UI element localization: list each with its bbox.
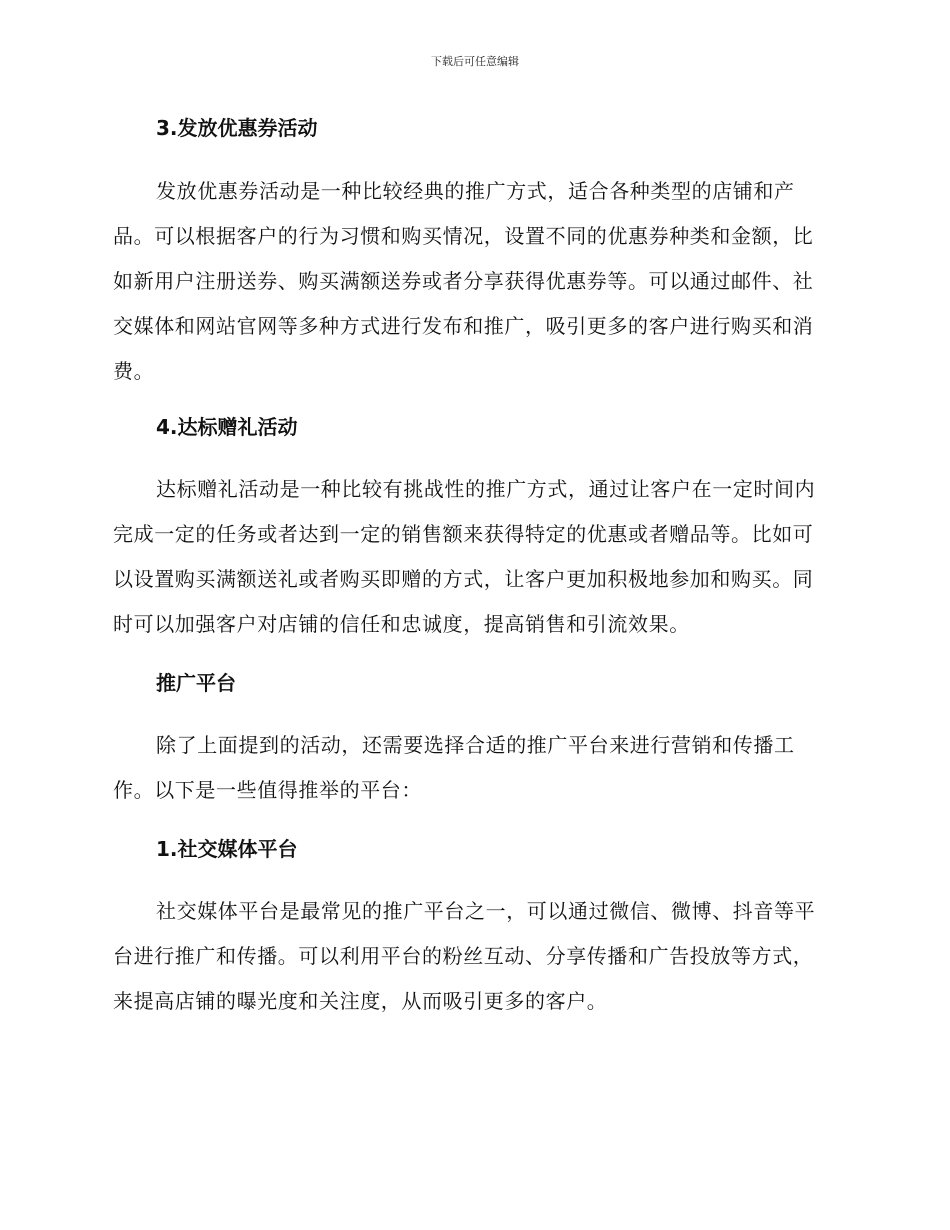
section-heading-platform: 推广平台 <box>156 671 236 695</box>
section-heading-coupon: 3.发放优惠券活动 <box>156 116 318 140</box>
section-paragraph-social-media: 社交媒体平台是最常见的推广平台之一，可以通过微信、微博、抖音等平台进行推广和传播。可以利用平台的粉丝互动、分享传播和广告投放等方式，来提高店铺的曝光度和关注度，从而吸引更多的客户。 <box>113 899 816 1013</box>
section-paragraph-coupon: 发放优惠券活动是一种比较经典的推广方式，适合各种类型的店铺和产品。可以根据客户的行为习惯和购买情况，设置不同的优惠券种类和金额，比如新用户注册送券、购买满额送券或者分享获得优惠券等。可以通过邮件、社交媒体和网站官网等多种方式进行发布和推广，吸引更多的客户进行购买和消费。 <box>113 179 814 383</box>
section-heading-gift: 4.达标赠礼活动 <box>156 415 298 439</box>
document-body <box>113 112 833 1024</box>
section-paragraph-platform: 除了上面提到的活动，还需要选择合适的推广平台来进行营销和传播工作。以下是一些值得推举的平台： <box>113 733 795 802</box>
header-note: 下载后可任意编辑 <box>431 55 519 68</box>
section-heading-social-media: 1.社交媒体平台 <box>156 837 298 861</box>
section-paragraph-gift: 达标赠礼活动是一种比较有挑战性的推广方式，通过让客户在一定时间内完成一定的任务或者达到一定的销售额来获得特定的优惠或者赠品等。比如可以设置购买满额送礼或者购买即赠的方式，让客户更加积极地参加和购买。同时可以加强客户对店铺的信任和忠诚度，提高销售和引流效果。 <box>113 477 816 636</box>
